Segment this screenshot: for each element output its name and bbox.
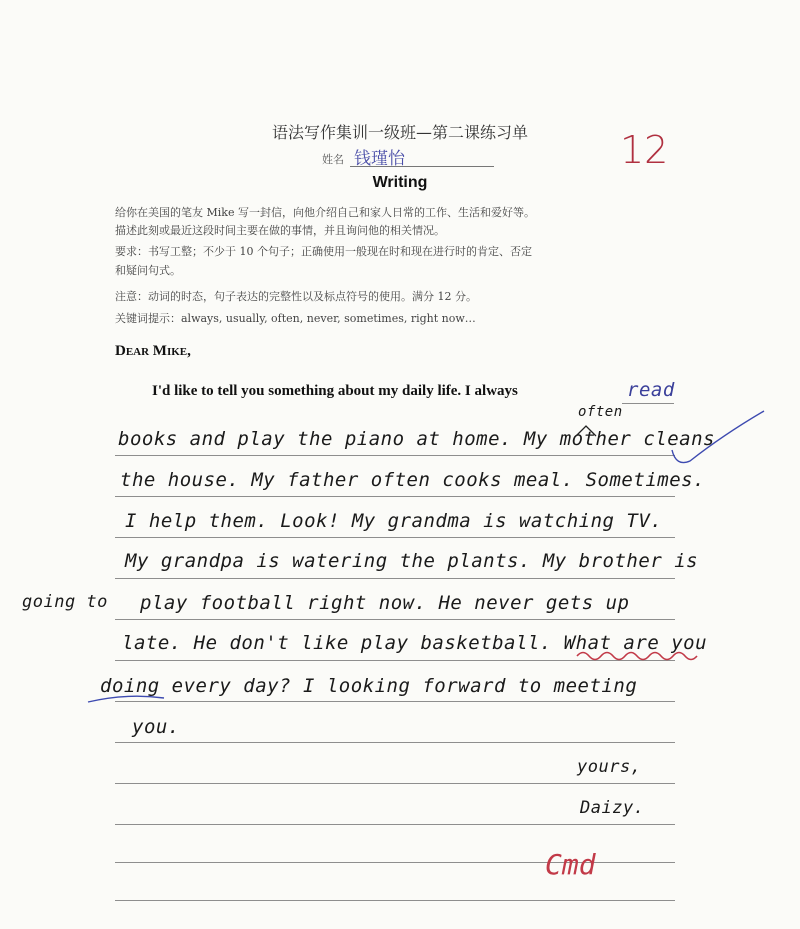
line-rule (115, 900, 675, 901)
instruction-line-2: 描述此刻或最近这段时间主要在做的事情，并且询问他的相关情况。 (115, 224, 445, 237)
correction-often: often (578, 404, 623, 420)
checkmark-icon (668, 405, 768, 470)
line-rule (115, 537, 675, 538)
name-label: 姓名 (322, 153, 344, 166)
grader-initials: Cmd (545, 848, 596, 881)
blank-rule (622, 403, 674, 404)
line-rule (115, 578, 675, 579)
handwritten-line-0: read (627, 379, 675, 401)
line-rule (115, 455, 675, 456)
closing: yours, (577, 757, 642, 777)
line-rule (115, 496, 675, 497)
score-mark: 12 (620, 128, 669, 172)
instruction-line-5: 注意：动词的时态，句子表达的完整性以及标点符号的使用。满分 12 分。 (115, 290, 477, 303)
salutation: Dear Mike, (115, 343, 191, 359)
correction-going-to: going to (22, 592, 108, 612)
line-rule (115, 701, 675, 702)
worksheet-title: 语法写作集训一级班—第二课练习单 (271, 123, 528, 142)
doing-underline-icon (86, 690, 166, 706)
signature: Daizy. (580, 798, 645, 818)
instruction-line-4: 和疑问句式。 (115, 264, 181, 277)
handwritten-line-5: play football right now. He never gets up (140, 592, 630, 614)
handwritten-line-1: books and play the piano at home. My mother cleans (118, 428, 715, 450)
handwritten-line-6: late. He don't like play basketball. What are you (122, 632, 708, 654)
handwritten-line-4: My grandpa is watering the plants. My brother is (125, 550, 699, 572)
instruction-line-6: 关键词提示：always, usually, often, never, sometimes, right now… (115, 312, 476, 325)
instruction-line-1: 给你在美国的笔友 Mike 写一封信，向他介绍自己和家人日常的工作、生活和爱好等。 (115, 206, 535, 219)
line-rule (115, 824, 675, 825)
student-name: 钱瑾怡 (350, 144, 494, 167)
handwritten-line-2: the house. My father often cooks meal. Sometimes. (120, 469, 706, 491)
instruction-line-3: 要求：书写工整；不少于 10 个句子；正确使用一般现在时和现在进行时的肯定、否定 (115, 245, 532, 258)
writing-heading: Writing (372, 174, 428, 191)
line-rule (115, 619, 675, 620)
handwritten-line-3: I help them. Look! My grandma is watching TV. (125, 510, 663, 532)
line-rule (115, 783, 675, 784)
insertion-caret-icon (574, 424, 598, 438)
printed-opening: I'd like to tell you something about my daily life. I always (152, 383, 518, 399)
line-rule (115, 742, 675, 743)
wavy-underline-icon (575, 646, 700, 666)
handwritten-line-7: doing every day? I looking forward to meeting (100, 675, 638, 697)
handwritten-line-8: you. (132, 716, 180, 738)
